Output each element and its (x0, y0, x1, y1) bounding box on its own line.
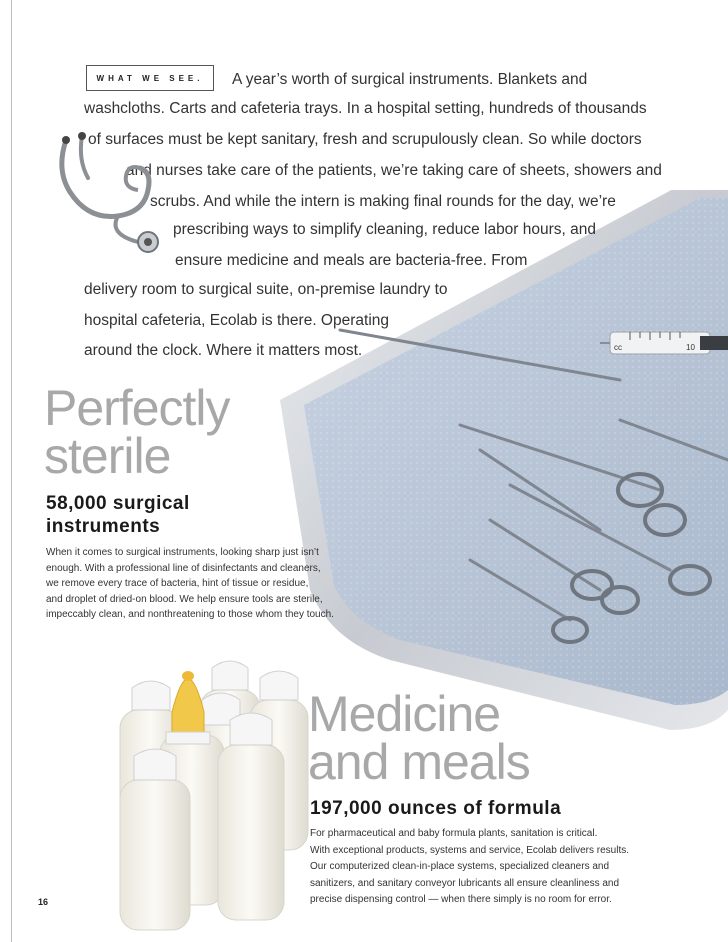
intro-line-9: hospital cafeteria, Ecolab is there. Operating (84, 312, 390, 329)
syringe-cc-mark: cc (614, 343, 622, 352)
intro-line-8: delivery room to surgical suite, on-premise laundry to (84, 281, 448, 298)
intro-line-10: around the clock. Where it matters most. (84, 342, 363, 359)
formula-body-line-5: precise dispensing control — when there simply is no room for error. (310, 894, 612, 905)
headline-sterile: sterile (44, 428, 171, 484)
section-label: WHAT WE SEE. (96, 73, 204, 83)
subhead-surgical-line2: instruments (46, 516, 161, 537)
formula-body-line-1: For pharmaceutical and baby formula plants, sanitation is critical. (310, 828, 598, 839)
syringe-photo (600, 320, 728, 368)
baby-bottles-photo (100, 650, 315, 935)
page-edge-rule (11, 0, 12, 942)
intro-line-3: of surfaces must be kept sanitary, fresh and scrupulously clean. So while doctors (88, 131, 642, 148)
surgical-tray-photo (270, 190, 728, 750)
subhead-formula: 197,000 ounces of formula (310, 798, 562, 819)
intro-line-2: washcloths. Carts and cafeteria trays. In a hospital setting, hundreds of thousands (84, 100, 647, 117)
surgical-body-line-3: we remove every trace of bacteria, hint of tissue or residue, (46, 578, 309, 589)
surgical-body-line-1: When it comes to surgical instruments, looking sharp just isn’t (46, 547, 319, 558)
formula-body-line-2: With exceptional products, systems and service, Ecolab delivers results. (310, 844, 630, 856)
syringe-volume-mark: 10 (686, 343, 695, 352)
surgical-body-line-4: and droplet of dried-on blood. We help ensure tools are sterile, (46, 593, 323, 605)
headline-medicine: Medicine (308, 686, 501, 742)
intro-line-6: prescribing ways to simplify cleaning, reduce labor hours, and (173, 221, 597, 238)
formula-body-line-4: sanitizers, and sanitary conveyor lubricants all ensure cleanliness and (310, 877, 620, 889)
subhead-surgical-line1: 58,000 surgical (46, 493, 190, 514)
stethoscope-photo (48, 130, 178, 260)
surgical-body-line-5: impeccably clean, and nonthreatening to those whom they touch. (46, 609, 334, 620)
intro-line-5: scrubs. And while the intern is making final rounds for the day, we’re (150, 193, 616, 210)
surgical-body-text (46, 545, 334, 623)
formula-body-line-3: Our computerized clean-in-place systems, specialized cleaners and (310, 861, 610, 872)
headline-perfectly: Perfectly (44, 380, 230, 436)
formula-body-text (310, 826, 629, 909)
intro-line-4: and nurses take care of the patients, we’re taking care of sheets, showers and (126, 162, 662, 179)
surgical-body-line-2: enough. With a professional line of disinfectants and cleaners, (46, 562, 321, 574)
intro-line-1: A year’s worth of surgical instruments. Blankets and (232, 71, 588, 88)
page-number: 16 (38, 897, 49, 907)
headline-and-meals: and meals (308, 734, 530, 790)
section-label-box (86, 65, 214, 91)
intro-line-7: ensure medicine and meals are bacteria-free. From (175, 252, 528, 269)
